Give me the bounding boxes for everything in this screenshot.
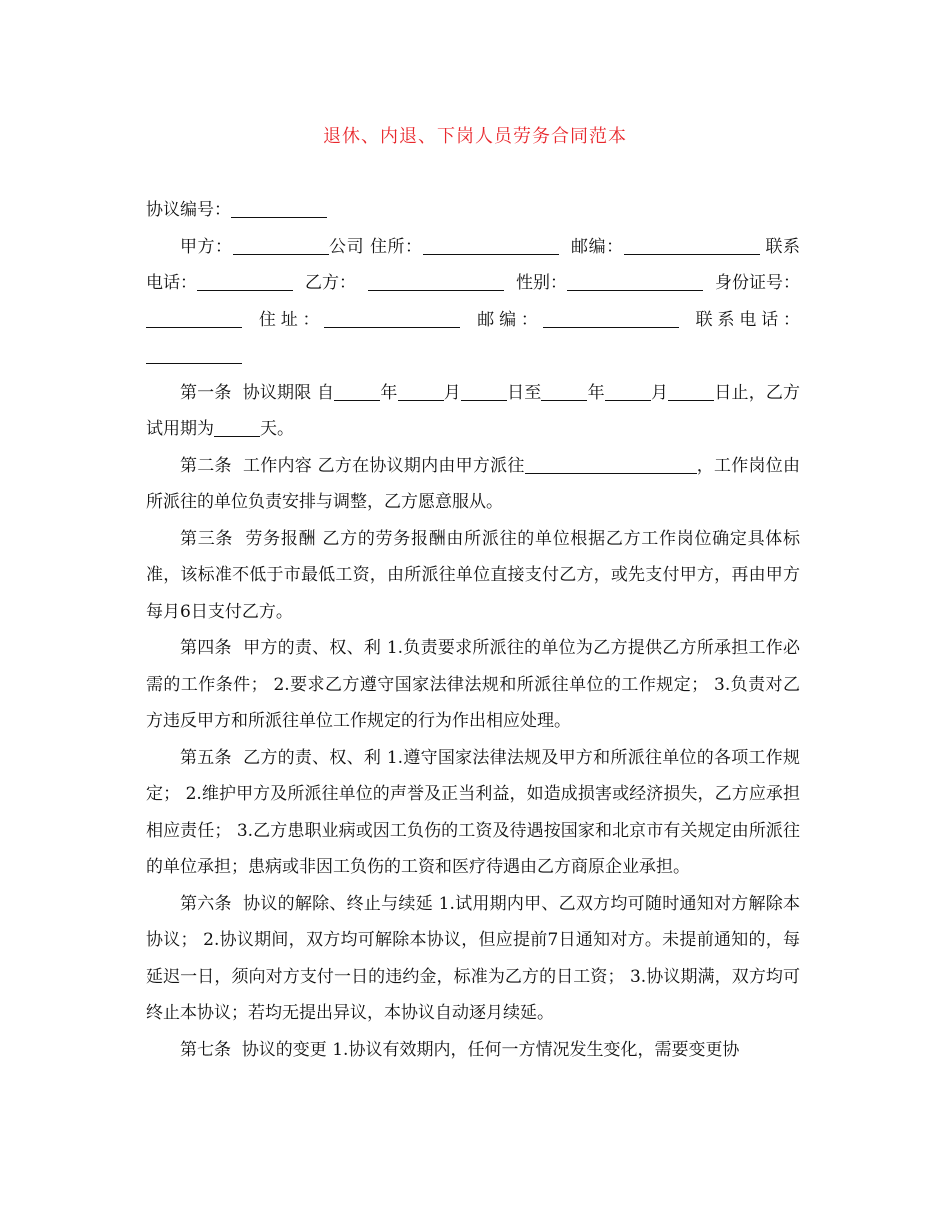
article-1-text-from: 自: [317, 382, 335, 403]
party-b-postcode-label: 邮编：: [472, 309, 543, 330]
party-b-label: 乙方：: [305, 273, 356, 293]
article-3-text: 乙方的劳务报酬由所派往的单位根据乙方工作岗位确定具体标准，该标准不低于市最低工资，由所派往单位直接支付乙方，或先支付甲方，再由甲方每月6日支付乙方。: [146, 528, 801, 622]
article-1-text-year-2: 年: [587, 382, 605, 403]
end-day-blank: [668, 382, 714, 401]
party-a-postcode-blank: [624, 236, 760, 255]
party-a-label: 甲方：: [180, 236, 233, 257]
party-a-address-blank: [423, 236, 559, 255]
company-address-label: 公司 住所：: [328, 236, 423, 257]
party-b-name-blank: [368, 272, 504, 291]
party-a-blank: [233, 236, 329, 255]
start-day-blank: [461, 382, 507, 401]
article-3-topic: 劳务报酬: [245, 528, 317, 549]
article-3: [146, 521, 800, 631]
article-6-heading: 第六条: [180, 893, 232, 914]
article-5-text: 1.遵守国家法律法规及甲方和所派往单位的各项工作规定； 2.维护甲方及所派往单位的声誉及正当利益，如造成损害或经济损失，乙方应承担相应责任； 3.乙方患职业病或因工负伤的工资及待遇按国家和北京市有关规定由所派往的单位承担；患病或非因工负伤的工资和医疗待遇由乙方商原企业承担。: [146, 747, 801, 877]
start-month-blank: [398, 382, 444, 401]
article-7: [146, 1032, 800, 1069]
article-4: [146, 630, 800, 740]
article-2-heading: 第二条: [180, 455, 232, 476]
article-6: [146, 886, 800, 1032]
article-1-text-month: 月: [443, 382, 461, 403]
parties-paragraph: [146, 229, 800, 375]
agreement-no-blank: [231, 199, 327, 218]
party-b-phone-label: 联系电话：: [690, 309, 801, 330]
document-body: [146, 192, 800, 1068]
party-b-postcode-blank: [543, 309, 679, 328]
party-b-address-blank: [324, 309, 460, 328]
gender-label: 性别：: [516, 273, 567, 293]
article-2: [146, 448, 800, 521]
article-6-topic: 协议的解除、终止与续延: [243, 893, 433, 914]
article-7-heading: 第七条: [180, 1039, 231, 1060]
party-a-postcode-label: 邮编：: [570, 236, 624, 257]
assigned-unit-blank: [525, 455, 697, 474]
article-1-text-probation: 日止，乙方试用期为: [146, 382, 801, 439]
article-4-text: 1.负责要求所派往的单位为乙方提供乙方所承担工作必需的工作条件； 2.要求乙方遵守国家法律法规和所派往单位的工作规定； 3.负责对乙方违反甲方和所派往单位工作规定的行为作出相应处理。: [146, 638, 801, 731]
id-number-blank: [146, 309, 242, 328]
party-b-phone-blank: [146, 345, 242, 364]
address-label: 住址：: [254, 309, 325, 330]
article-1-text-year: 年: [380, 382, 398, 403]
party-a-phone-blank: [197, 272, 293, 291]
agreement-number-line: [146, 192, 800, 229]
article-2-text-1: 乙方在协议期内由甲方派往: [317, 455, 525, 476]
article-4-heading: 第四条: [180, 638, 232, 658]
article-4-topic: 甲方的责、权、利: [243, 638, 382, 658]
probation-days-blank: [214, 418, 260, 437]
article-1-text-day-to: 日至: [506, 382, 542, 403]
article-3-heading: 第三条: [180, 528, 234, 549]
article-2-topic: 工作内容: [243, 455, 312, 476]
agreement-no-label: 协议编号：: [146, 200, 231, 220]
article-7-topic: 协议的变更: [241, 1039, 327, 1060]
article-7-text: 1.协议有效期内，任何一方情况发生变化，需要变更协: [332, 1039, 740, 1060]
article-1: [146, 375, 800, 448]
gender-blank: [567, 272, 703, 291]
id-number-label: 身份证号：: [715, 273, 800, 293]
end-month-blank: [605, 382, 651, 401]
article-1-topic: 协议期限: [242, 382, 312, 403]
article-2-text-2: ，工作岗位由所派往的单位负责安排与调整，乙方愿意服从。: [146, 455, 801, 512]
article-1-heading: 第一条: [180, 382, 232, 403]
article-1-text-month-2: 月: [650, 382, 669, 403]
article-1-text-days: 天。: [260, 419, 294, 439]
article-5-heading: 第五条: [180, 747, 232, 768]
article-5-topic: 乙方的责、权、利: [243, 747, 382, 768]
document-title: 退休、内退、下岗人员劳务合同范本: [323, 126, 627, 147]
article-6-text: 1.试用期内甲、乙双方均可随时通知对方解除本协议； 2.协议期间，双方均可解除本协议，但应提前7日通知对方。未提前通知的，每延迟一日，须向对方支付一日的违约金，标准为乙方的日工资； 3.协议期满，双方均可终止本协议；若均无提出异议，本协议自动逐月续延。: [146, 893, 801, 1023]
party-a-phone-label: 联系电话：: [146, 236, 801, 293]
start-year-blank: [334, 382, 380, 401]
article-5: [146, 740, 800, 886]
end-year-blank: [541, 382, 587, 401]
